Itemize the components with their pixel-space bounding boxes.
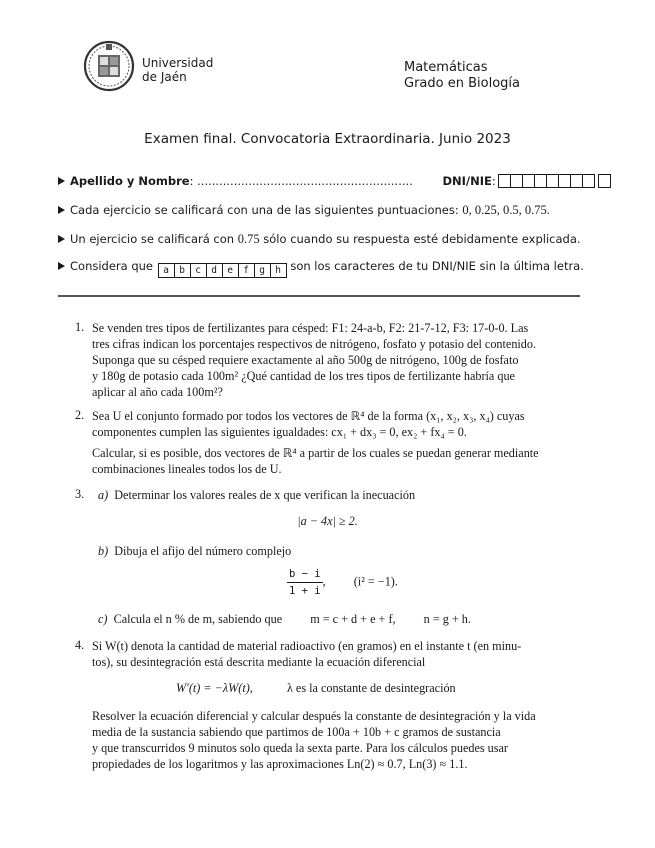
problem-4-line: y que transcurridos 9 minutos solo queda la sexta parte. Para los cálculos puedes usar: [92, 741, 508, 755]
name-dni-line: Apellido y Nombre: ........................................................... DNI/NIE:: [58, 174, 611, 188]
n-definition: n = g + h.: [423, 612, 471, 626]
dni-boxes[interactable]: [499, 174, 611, 188]
problem-2: [92, 408, 539, 477]
letter-box: f: [238, 263, 255, 278]
problem-2-line: combinaciones lineales todos los de U.: [92, 462, 282, 476]
problem-3c-label: c): [98, 612, 108, 626]
scoring-line: [58, 203, 550, 218]
subject-line2: Grado en Biología: [404, 76, 520, 91]
problem-3b: [98, 543, 291, 559]
problem-1: [92, 320, 536, 400]
lambda-note: λ es la constante de desintegración: [286, 681, 456, 695]
problem-1-line: Se venden tres tipos de fertilizantes para césped: F1: 24-a-b, F2: 21-7-12, F3: 17-0-0. Las: [92, 321, 529, 335]
problem-3b-label: b): [98, 544, 109, 558]
name-label: Apellido y Nombre: [70, 174, 190, 188]
problem-2-line: Sea U el conjunto formado por todos los vectores de ℝ⁴ de la forma (x₁, x₂, x₃, x₄) cuyas: [92, 409, 525, 423]
university-name-line1: Universidad: [142, 56, 214, 70]
letter-box: h: [270, 263, 287, 278]
dni-letter-box[interactable]: [598, 174, 611, 188]
bullet-icon: [58, 262, 65, 270]
problem-4-line: Resolver la ecuación diferencial y calcular después la constante de desintegración y la vida: [92, 709, 536, 723]
inequality-formula: |a − 4x| ≥ 2.: [297, 514, 358, 528]
problem-1-number: 1.: [75, 320, 85, 334]
m-definition: m = c + d + e + f,: [310, 612, 396, 626]
problem-3b-text: Dibuja el afijo del número complejo: [114, 544, 292, 558]
problem-4-number: 4.: [75, 638, 85, 652]
problem-1-line: aplicar al año cada 100m²?: [92, 385, 223, 399]
full-score-value: 0.75: [237, 232, 260, 246]
scoring-values: 0, 0.25, 0.5, 0.75.: [462, 203, 550, 217]
name-field[interactable]: : ...........................................................: [189, 174, 413, 188]
consider-pre: Considera que: [70, 259, 154, 273]
letter-box: c: [190, 263, 207, 278]
bullet-icon: [58, 206, 65, 214]
problem-1-line: y 180g de potasio cada 100m² ¿Qué cantidad de los tres tipos de fertilizante habría que: [92, 369, 515, 383]
problem-4-formula: [176, 680, 456, 696]
bullet-icon: [58, 177, 65, 185]
university-seal-icon: [82, 40, 138, 92]
letter-box: e: [222, 263, 239, 278]
problem-3b-formula: $\frac{b - i}{1 + i}$ , (i² = −1).: [289, 568, 398, 597]
problem-3a: [98, 487, 415, 503]
problem-4-line: propiedades de los logaritmos y las aproximaciones Ln(2) ≈ 0.7, Ln(3) ≈ 1.1.: [92, 757, 468, 771]
problem-3c: [98, 611, 471, 627]
problem-4-line: tos), su desintegración está descrita mediante la ecuación diferencial: [92, 655, 426, 669]
letter-boxes: [159, 259, 287, 276]
scoring-text: Cada ejercicio se calificará con una de las siguientes puntuaciones:: [70, 203, 463, 217]
dni-box[interactable]: [582, 174, 595, 188]
bullet-icon: [58, 235, 65, 243]
problem-2-line: componentes cumplen las siguientes igualdades: cx₁ + dx₃ = 0, ex₂ + fx₄ = 0.: [92, 425, 467, 439]
problem-2-number: 2.: [75, 408, 85, 422]
subject-line1: Matemáticas: [404, 60, 488, 75]
problem-4-line: Si W(t) denota la cantidad de material radioactivo (en gramos) en el instante t (en minu-: [92, 639, 522, 653]
letter-box: d: [206, 263, 223, 278]
complex-fraction: [287, 566, 323, 599]
problem-3-number: 3.: [75, 487, 85, 501]
university-name-line2: de Jaén: [142, 70, 187, 84]
problem-1-line: Suponga que su césped requiere exactamente al año 500g de nitrógeno, 100g de fosfato: [92, 353, 519, 367]
problem-4-line: media de la sustancia sabiendo que partimos de 100a + 10b + c gramos de sustancia: [92, 725, 501, 739]
fraction-numerator: b − i: [287, 566, 323, 583]
dni-label: DNI/NIE: [442, 174, 492, 188]
problem-4-body: [92, 708, 536, 772]
problem-3a-text: Determinar los valores reales de x que verifican la inecuación: [114, 488, 416, 502]
full-score-post: sólo cuando su respuesta esté debidamente explicada.: [259, 232, 581, 246]
problem-1-line: tres cifras indican los porcentajes respectivos de nitrógeno, fosfato y potasio del contenido.: [92, 337, 537, 351]
problem-3a-label: a): [98, 488, 109, 502]
differential-equation: W′(t) = −λW(t),: [176, 681, 253, 695]
section-divider: [58, 295, 580, 297]
letter-box: g: [254, 263, 271, 278]
consider-line: [58, 259, 584, 278]
problem-3c-text: Calcula el n % de m, sabiendo que: [113, 612, 283, 626]
problem-4-intro: [92, 638, 521, 670]
full-score-line: [58, 232, 581, 247]
exam-title: Examen final. Convocatoria Extraordinaria. Junio 2023: [144, 131, 511, 147]
letter-box: a: [158, 263, 175, 278]
problem-3a-formula: [0, 513, 655, 529]
problem-2-line: Calcular, si es posible, dos vectores de ℝ⁴ a partir de los cuales se puedan generar mediante: [92, 446, 539, 460]
imaginary-unit-note: (i² = −1).: [353, 574, 398, 589]
letter-box: b: [174, 263, 191, 278]
full-score-pre: Un ejercicio se calificará con: [70, 232, 238, 246]
fraction-denominator: 1 + i: [289, 585, 321, 597]
consider-post: son los caracteres de tu DNI/NIE sin la última letra.: [290, 259, 584, 273]
